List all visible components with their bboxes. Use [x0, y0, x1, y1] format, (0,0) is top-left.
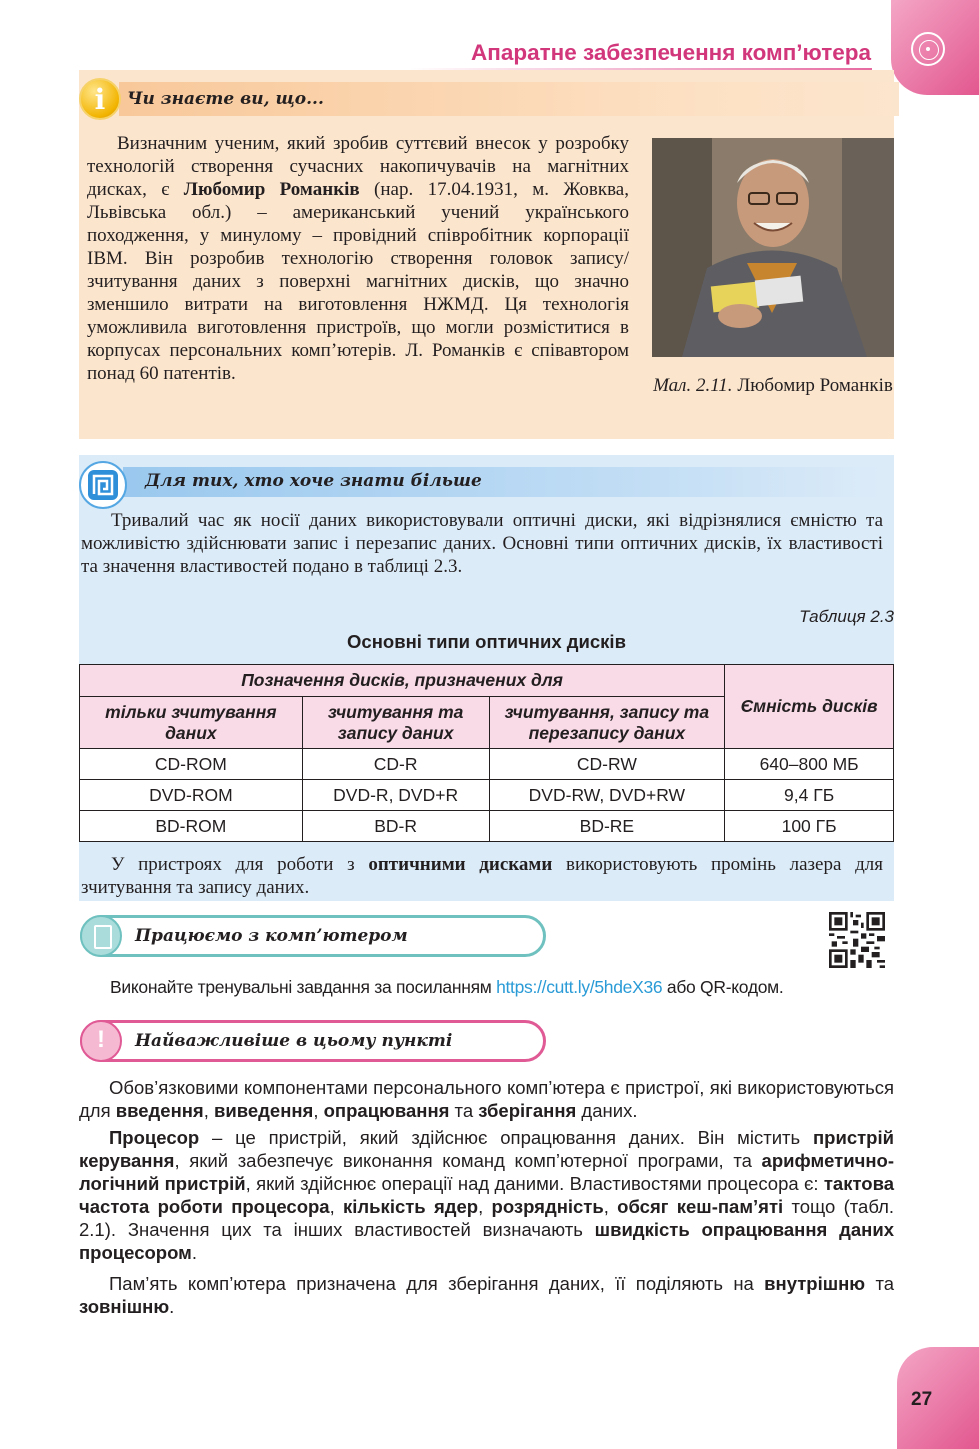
did-you-know-heading: Чи знаєте ви, що... [127, 89, 324, 109]
exclamation-icon: ! [80, 1020, 122, 1062]
table-cell: DVD-RW, DVD+RW [489, 780, 725, 811]
summary-paragraph-memory: Пам’ять комп’ютера призначена для зберігання даних, її поділяють на внутрішню та зовнішню. [79, 1273, 894, 1317]
table-cell: CD-ROM [80, 749, 303, 780]
header-tab [891, 0, 979, 95]
table-cell: DVD-ROM [80, 780, 303, 811]
scientist-name: Любомир Романків [183, 179, 360, 200]
chapter-title: Апаратне забезпечення комп’ютера [470, 40, 871, 65]
page-number-tab [897, 1347, 979, 1449]
table-row [80, 749, 894, 780]
table-cell: 640–800 МБ [725, 749, 894, 780]
subheader-read-write: зчитування та запису даних [302, 697, 489, 749]
portrait-illustration [652, 138, 894, 357]
table-cell: 9,4 ГБ [725, 780, 894, 811]
main-points-banner [80, 1020, 546, 1062]
summary-paragraph-components: Обов’язковими компонентами персонального комп’ютера є пристрої, які використовуються для введення, виведення, опрацювання та зберігання даних. [79, 1077, 894, 1121]
did-you-know-box [79, 70, 894, 439]
table-cell: BD-R [302, 811, 489, 842]
table-cell: 100 ГБ [725, 811, 894, 842]
table-cell: DVD-R, DVD+R [302, 780, 489, 811]
subheader-read-only: тільки зчитування даних [80, 697, 303, 749]
main-points-label: Найважливіше в цьому пункті [135, 1031, 453, 1051]
table-cell: CD-R [302, 749, 489, 780]
table-cell: BD-RE [489, 811, 725, 842]
optical-discs-table [79, 664, 894, 842]
exercise-instruction: Виконайте тренувальні завдання за посиланням https://cutt.ly/5hdeX36 або QR-кодом. [110, 977, 784, 997]
did-you-know-text: Визначним ученим, який зробив суттєвий внесок у розробку технологій створення сучасних накопичувачів на магнітних дисках, є Любомир Романків (нар. 17.04.1931, м. Жовква, Львівська обл.) – американський учений українського походження, у минулому – провідний співробітник корпорації IBM. Він розробив технологію створення головок запису/зчитування даних з поверхні магнітних дисків, що значно зменшило витрати на виготовлення НЖМД. Ця технологія уможливила виготовлення пристроїв, що могли розміститися в корпусах персональних комп’ютерів. Л. Романків є співавтором понад 60 патентів. [87, 133, 629, 384]
subheader-read-write-rewrite: зчитування, запису та перезапису даних [489, 697, 725, 749]
table-row [80, 780, 894, 811]
table-cell: CD-RW [489, 749, 725, 780]
tablet-icon [80, 915, 122, 957]
romankiv-photo [652, 138, 894, 357]
work-with-computer-label: Працюємо з комп’ютером [135, 926, 408, 946]
want-more-text: Тривалий час як носії даних використовували оптичні диски, які відрізнялися ємністю та можливістю здійснювати запис і перезапис даних. Основні типи оптичних дисків, їх властивості та значення властивостей подано в таблиці 2.3. [81, 510, 883, 577]
table-cell: BD-ROM [80, 811, 303, 842]
disc-icon [911, 32, 945, 66]
table-header-row [80, 665, 894, 697]
work-with-computer-banner [80, 915, 546, 957]
want-more-box [79, 455, 894, 901]
table-title: Основні типи оптичних дисків [347, 631, 626, 652]
qr-code[interactable] [829, 912, 885, 968]
group-header: Позначення дисків, призначених для [80, 665, 725, 697]
table-row [80, 811, 894, 842]
exercise-link[interactable]: https://cutt.ly/5hdeX36 [496, 977, 663, 997]
info-icon: i [79, 78, 121, 120]
want-more-heading: Для тих, хто хоче знати більше [145, 471, 482, 491]
optical-discs-note: У пристроях для роботи з оптичними дисками використовують промінь лазера для зчитування та запису даних. [81, 854, 883, 898]
page-number: 27 [911, 1389, 933, 1410]
photo-caption: Мал. 2.11. Любомир Романків [653, 375, 893, 396]
spiral-icon [79, 461, 127, 509]
table-number: Таблиця 2.3 [799, 607, 894, 626]
capacity-header: Ємність дисків [725, 665, 894, 749]
summary-paragraph-processor: Процесор – це пристрій, який здійснює опрацювання даних. Він містить пристрій керування, який забезпечує виконання команд комп’ютерної програми, та арифметично-логічний пристрій, який здійснює операції над даними. Властивостями процесора є: тактова частота роботи процесора, кількість ядер, розрядність, обсяг кеш-пам’яті тощо (табл. 2.1). Значення цих та інших властивостей визначають швидкість опрацювання даних процесором. [79, 1127, 895, 1263]
